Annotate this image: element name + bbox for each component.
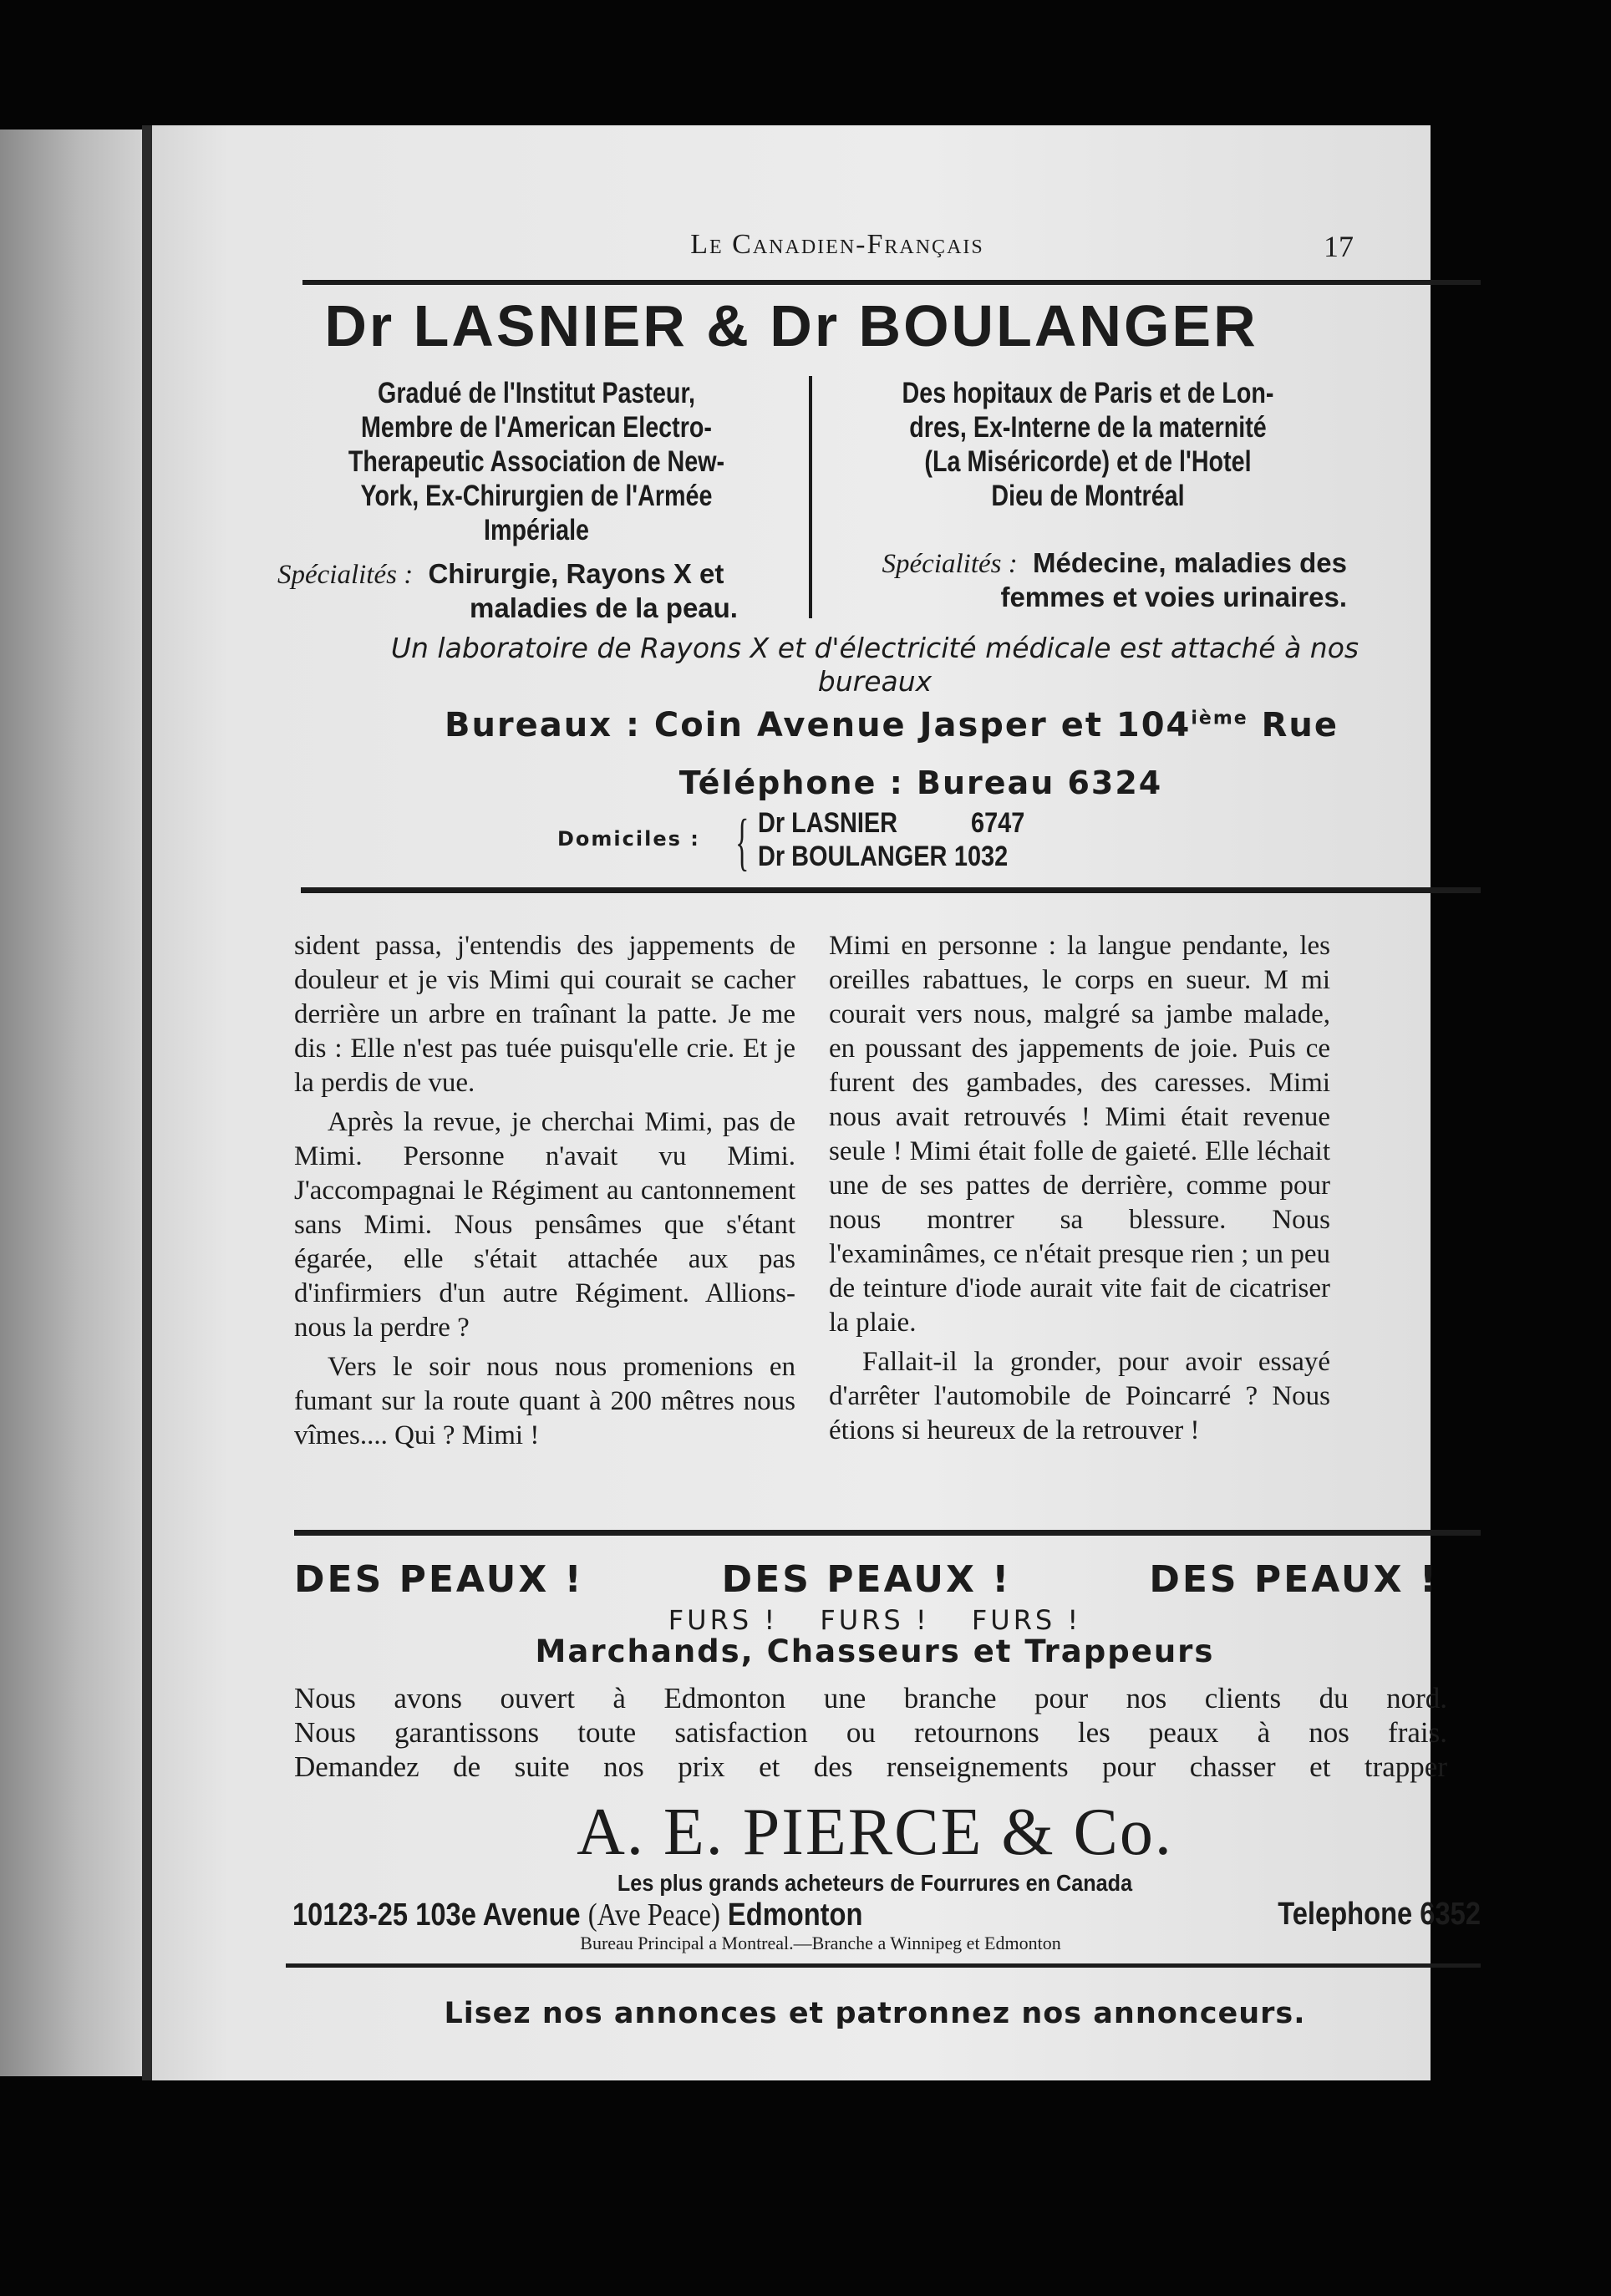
right-credentials xyxy=(876,376,1300,513)
page-number: 17 xyxy=(1324,230,1354,263)
bureaux-suffix: Rue xyxy=(1261,706,1339,744)
brace-glyph: { xyxy=(735,807,750,877)
story-paragraph: Mimi en personne : la langue pendante, les oreilles rabattues, le corps en sueur. M mi courait vers nous, malgré sa jambe malade, en poussant des jappements de joie. Puis ce furent des gambades, des caresses. Mimi nous avait retrouvés ! Mimi était revenue seule ! Mimi était folle de gaieté. Elle léchait une de ses pattes de derrière, comme pour nous montrer sa blessure. Nous l'examinâmes, ce n'était presque rien ; un peu de teinture d'iode aurait vite fait de cicatriser la plaie. xyxy=(829,931,1330,1338)
domicile-row xyxy=(758,806,1024,840)
specialties-label: Spécialités : xyxy=(277,560,414,590)
doctors-ad-bottom-rule xyxy=(301,887,1481,893)
credential-line: Des hopitaux de Paris et de Lon- xyxy=(902,377,1274,409)
credential-line: York, Ex-Chirurgien de l'Armée xyxy=(360,480,713,512)
company-address xyxy=(292,1897,862,1933)
page-gutter xyxy=(142,125,152,2080)
specialties-text: Chirurgie, Rayons X et xyxy=(428,558,724,589)
furs-word: FURS ! xyxy=(971,1604,1082,1636)
address-part: (Ave Peace) xyxy=(587,1897,720,1933)
header-rule xyxy=(302,280,1481,285)
credential-line: Gradué de l'Institut Pasteur, xyxy=(377,377,696,409)
domicile-number: 1032 xyxy=(953,841,1009,872)
story-paragraph: sident passa, j'entendis des jappements de douleur et je vis Mimi qui courait se cacher derrière un arbre en traînant la patte. Je me dis : Elle n'est pas tuée puisqu'elle crie. Et je la perdis de vue. xyxy=(294,931,795,1098)
story-paragraph: Après la revue, je cherchai Mimi, pas de Mimi. Personne n'avait vu Mimi. J'accompagnai le Régiment au cantonnement sans Mimi. Nous pensâmes que s'étant égarée, elle s'était attachée aux pas d'infirmiers d'un autre Régiment. Allions-nous la perdre ? xyxy=(294,1107,795,1343)
company-telephone: Telephone 6352 xyxy=(1278,1897,1481,1932)
ad-body-line: Nous avons ouvert à Edmonton une branche pour nos clients du nord. xyxy=(294,1682,1447,1714)
specialties-text: femmes et voies urinaires. xyxy=(1000,582,1347,612)
company-branches: Bureau Principal a Montreal.—Branche a Winnipeg et Edmonton xyxy=(580,1933,1061,1953)
company-tagline: Les plus grands acheteurs de Fourrures en Canada xyxy=(617,1870,1133,1896)
furs-ad-subheadline: Marchands, Chasseurs et Trappeurs xyxy=(535,1633,1215,1669)
headline-word: DES PEAUX ! xyxy=(1149,1558,1439,1601)
bureaux-prefix: Bureaux : Coin Avenue Jasper et 104 xyxy=(444,706,1192,744)
furs-ad-headline xyxy=(294,1558,1439,1601)
ad-body-line: Nous garantissons toute satisfaction ou retournons les peaux à nos frais. xyxy=(294,1716,1447,1749)
furs-word: FURS ! xyxy=(820,1604,930,1636)
specialties-text: Médecine, maladies des xyxy=(1032,547,1347,578)
furs-line xyxy=(319,1604,1431,1636)
doctors-ad-title: Dr LASNIER & Dr BOULANGER xyxy=(324,293,1258,358)
column-divider xyxy=(809,376,812,618)
doctor-right-column xyxy=(829,376,1347,614)
headline-word: DES PEAUX ! xyxy=(294,1558,584,1601)
furs-ad-body xyxy=(294,1681,1447,1784)
domiciles-label: Domiciles : xyxy=(557,827,700,851)
laboratory-notice xyxy=(277,632,1472,698)
right-specialties xyxy=(829,546,1347,614)
story-paragraph: Vers le soir nous nous promenions en fumant sur la route quant à 200 mêtres nous vîmes.... Qui ? Mimi ! xyxy=(294,1352,795,1450)
running-header-title: Le Canadien-Français xyxy=(690,229,984,260)
magazine-page xyxy=(152,125,1481,2080)
specialties-text: maladies de la peau. xyxy=(470,592,738,623)
left-credentials xyxy=(324,376,749,547)
ad-body-line: Demandez de suite nos prix et des renseignements pour chasser et trapper xyxy=(294,1750,1447,1783)
doctor-left-column xyxy=(277,376,795,625)
domiciles-list xyxy=(758,806,1024,873)
furs-word: FURS ! xyxy=(668,1604,779,1636)
company-name: A. E. PIERCE & Co. xyxy=(577,1796,1173,1869)
credential-line: Impériale xyxy=(483,514,590,546)
domicile-name: Dr LASNIER xyxy=(758,807,897,839)
story-right-column xyxy=(829,929,1330,1448)
headline-word: DES PEAUX ! xyxy=(721,1558,1012,1601)
laboratory-line: bureaux xyxy=(817,665,933,698)
domicile-name: Dr BOULANGER xyxy=(758,841,948,872)
address-part: 10123-25 103e Avenue xyxy=(292,1897,581,1933)
left-specialties xyxy=(277,557,795,625)
laboratory-line: Un laboratoire de Rayons X et d'électricité médicale est attaché à nos xyxy=(390,632,1359,664)
story-bottom-rule xyxy=(294,1530,1481,1536)
address-part: Edmonton xyxy=(727,1897,863,1933)
credential-line: Membre de l'American Electro- xyxy=(361,411,712,444)
facing-page-edge xyxy=(0,130,142,2076)
credential-line: Therapeutic Association de New- xyxy=(348,445,725,478)
furs-ad-bottom-rule xyxy=(286,1963,1481,1968)
story-left-column xyxy=(294,929,795,1453)
credential-line: (La Miséricorde) et de l'Hotel xyxy=(924,445,1252,478)
footer-message: Lisez nos annonces et patronnez nos annonceurs. xyxy=(444,1997,1306,2030)
bureau-telephone: Téléphone : Bureau 6324 xyxy=(678,764,1163,801)
domicile-row xyxy=(758,840,1024,873)
domicile-number: 6747 xyxy=(971,807,1025,839)
credential-line: dres, Ex-Interne de la maternité xyxy=(909,411,1267,444)
bureaux-superscript: ième xyxy=(1191,708,1248,729)
specialties-label: Spécialités : xyxy=(882,549,1018,579)
bureaux-address xyxy=(336,706,1447,744)
story-paragraph: Fallait-il la gronder, pour avoir essayé d'arrêter l'automobile de Poincarré ? Nous étions si heureux de la retrouver ! xyxy=(829,1347,1330,1445)
credential-line: Dieu de Montréal xyxy=(991,480,1185,512)
